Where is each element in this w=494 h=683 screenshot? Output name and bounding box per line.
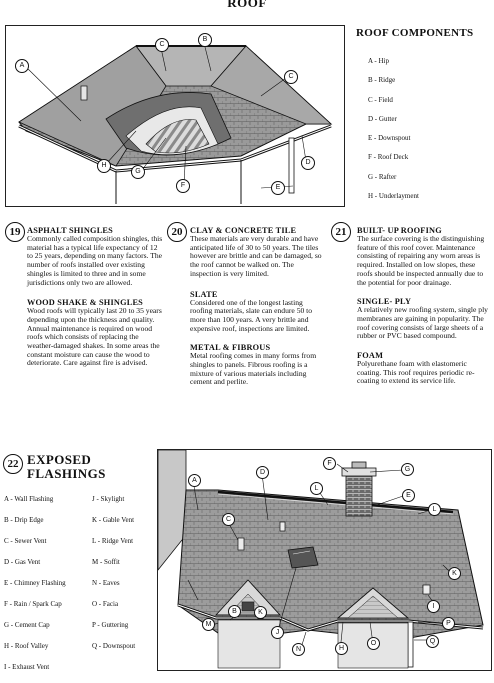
callout-m: M <box>202 618 215 631</box>
exposed-flashings-diagram <box>157 449 492 671</box>
flashing-item: J - Skylight <box>92 495 125 503</box>
flashings-title-line1: EXPOSED <box>27 452 92 467</box>
body-slate: Considered one of the longest lasting roofing materials, slate can endure 50 to more than 100 years. A very brittle and expensive roof, inspections are limited. <box>190 297 313 333</box>
heading-clay-concrete: CLAY & CONCRETE TILE <box>190 226 297 235</box>
flashings-list-col2 <box>92 494 156 662</box>
flashing-item: H - Roof Valley <box>4 642 49 650</box>
callout-g: G <box>401 463 414 476</box>
flashing-item: F - Rain / Spark Cap <box>4 600 62 608</box>
flashings-list-col1 <box>4 494 92 683</box>
callout-l-right: L <box>428 503 441 516</box>
flashing-item: B - Drip Edge <box>4 516 44 524</box>
section-number-19: 19 <box>5 222 25 242</box>
body-single-ply: A relatively new roofing system, single ply membranes are gaining in popularity. The roof covering consists of large sheets of a rubber or PVC based compound. <box>357 305 488 341</box>
body-built-up: The surface covering is the distinguishing feature of this roof cover. Maintenance consisting of repairing any worn areas is required. Installed on low slopes, these roofs should be inspected annually due to the potential for poor drainage. <box>357 234 485 287</box>
callout-b: B <box>198 33 212 47</box>
flashing-item: C - Sewer Vent <box>4 537 47 545</box>
flashing-item: D - Gas Vent <box>4 558 41 566</box>
body-clay-concrete: These materials are very durable and have anticipated life of 30 to 50 years. The tiles however are brittle and can be damaged, so the roof cannot be walked on. The inspection is very limited. <box>190 234 322 278</box>
flashing-item: A - Wall Flashing <box>4 495 54 503</box>
component-item: D - Gutter <box>368 114 397 123</box>
heading-wood-shake: WOOD SHAKE & SHINGLES <box>27 298 144 308</box>
callout-e: E <box>402 489 415 502</box>
callout-q: Q <box>426 635 439 648</box>
section-builtup-singleply-foam <box>357 226 492 392</box>
section-number-21: 21 <box>331 222 351 242</box>
callout-g: G <box>131 165 145 179</box>
body-foam: Polyurethane foam with elastomeric coating. This roof requires periodic re-coating to extend its service life. <box>357 359 475 386</box>
component-item: G - Rafter <box>368 172 397 181</box>
section-asphalt-wood <box>27 226 164 374</box>
callout-k-right: K <box>448 567 461 580</box>
heading-slate: SLATE <box>190 289 218 299</box>
callout-l-top: L <box>310 482 323 495</box>
roof-components-list <box>368 56 419 210</box>
component-item: B - Ridge <box>368 76 396 85</box>
hip-roof-illustration <box>6 26 344 206</box>
flashing-item: Q - Downspout <box>92 642 136 650</box>
body-wood-shake: Wood roofs will typically last 20 to 35 years depending upon the thickness and quality. Annual maintenance is required on wood roofs which consists of replacing the weather-damaged shakes. In some areas the constant moisture can cause the wood to deteriorate. Care against fire is advised. <box>27 306 162 368</box>
callout-n: N <box>292 643 305 656</box>
flashing-item: E - Chimney Flashing <box>4 579 66 587</box>
flashing-item: O - Facia <box>92 600 119 608</box>
callout-j: J <box>271 626 284 639</box>
callout-a: A <box>15 59 29 73</box>
flashings-title-line2: FLASHINGS <box>27 466 106 481</box>
callout-k-left: K <box>254 606 267 619</box>
flashing-item: P - Guttering <box>92 621 129 629</box>
flashing-item: G - Cement Cap <box>4 621 50 629</box>
callout-e: E <box>271 181 285 195</box>
flashing-item: L - Ridge Vent <box>92 537 134 545</box>
callout-c: C <box>222 513 235 526</box>
page-title: ROOF <box>227 0 267 10</box>
callout-f: F <box>323 457 336 470</box>
body-metal-fibrous: Metal roofing comes in many forms from shingles to panels. Fibrous roofing is a mixture of various materials including cement and perlite. <box>190 351 317 387</box>
callout-i: I <box>427 600 440 613</box>
body-asphalt-shingles: Commonly called composition shingles, this material has a typical life expectancy of 12 to 25 years, depending on many factors. The number of roofs installed over existing shingles is limited to three and in some jurisdictions only two are allowed. <box>27 234 163 287</box>
callout-c-field: C <box>155 38 169 52</box>
component-item: H - Underlayment <box>368 192 419 201</box>
component-item: F - Roof Deck <box>368 153 409 162</box>
component-item: C - Field <box>368 95 393 104</box>
callout-f: F <box>176 179 190 193</box>
heading-asphalt-shingles: ASPHALT SHINGLES <box>27 226 113 235</box>
heading-metal-fibrous: METAL & FIBROUS <box>190 343 271 353</box>
flashing-item: K - Gable Vent <box>92 516 135 524</box>
component-item: A - Hip <box>368 57 389 65</box>
section-number-20: 20 <box>167 222 187 242</box>
callout-d: D <box>301 156 315 170</box>
roof-components-title: ROOF COMPONENTS <box>356 27 474 39</box>
callout-h: H <box>97 159 111 173</box>
callout-a: A <box>188 474 201 487</box>
flashing-item: I - Exhaust Vent <box>4 663 50 671</box>
house-flashings-illustration <box>158 450 491 670</box>
heading-single-ply: SINGLE- PLY <box>357 297 412 307</box>
callout-b: B <box>228 605 241 618</box>
callout-c-field-right: C <box>284 70 298 84</box>
callout-h: H <box>335 642 348 655</box>
component-item: E - Downspout <box>368 134 411 143</box>
heading-built-up: BUILT- UP ROOFING <box>357 226 442 235</box>
callout-p: P <box>442 617 455 630</box>
flashings-title <box>27 453 106 481</box>
roof-components-diagram <box>5 25 345 207</box>
heading-foam: FOAM <box>357 351 384 361</box>
callout-d: D <box>256 466 269 479</box>
section-tile-slate-metal <box>190 226 325 393</box>
flashing-item: M - Soffit <box>92 558 120 566</box>
flashing-item: N - Eaves <box>92 579 120 587</box>
callout-o: O <box>367 637 380 650</box>
section-number-22: 22 <box>3 454 23 474</box>
